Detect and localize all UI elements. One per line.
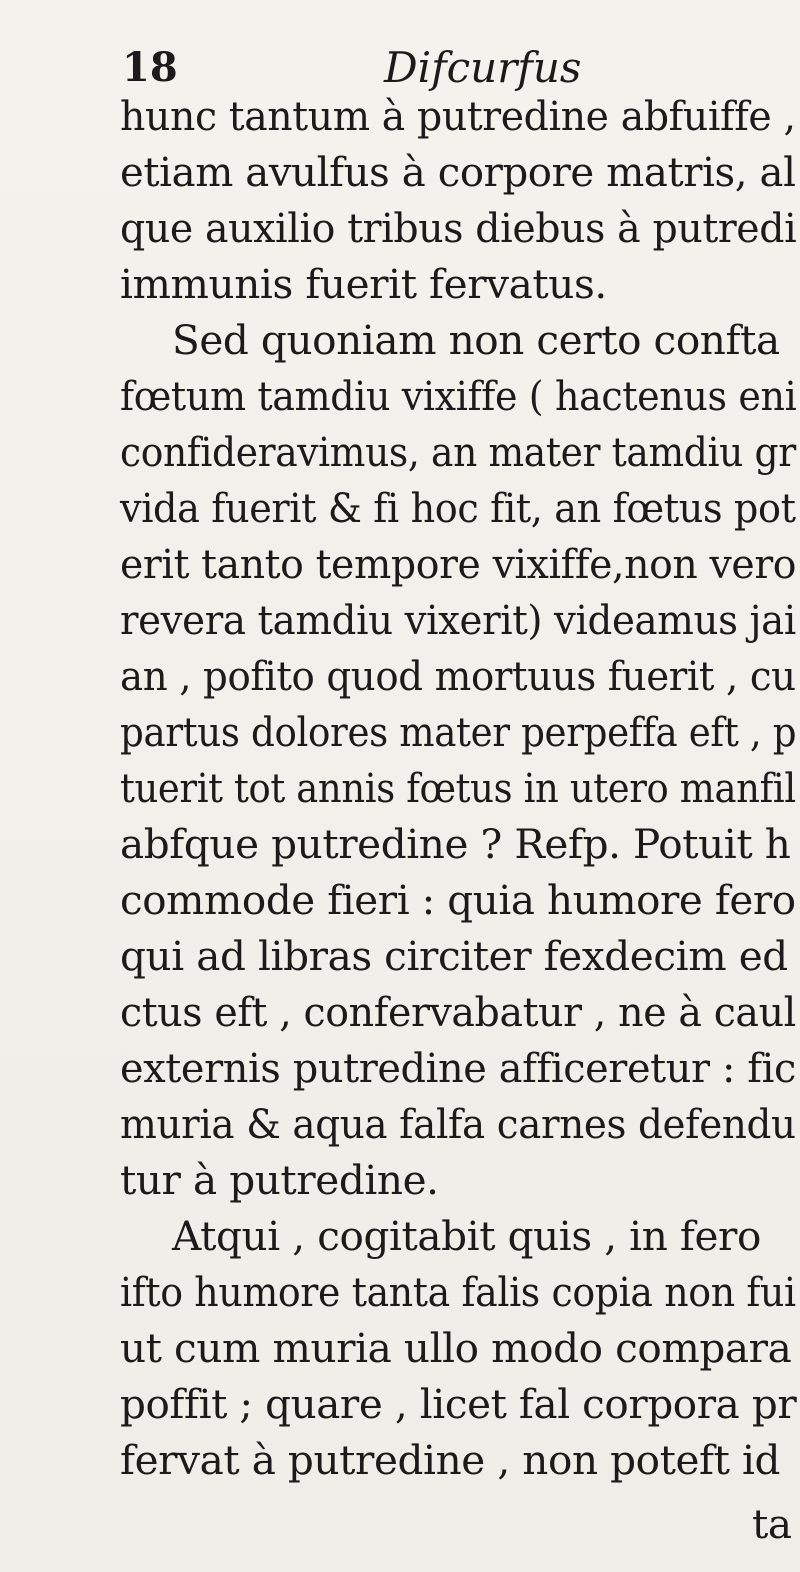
text-line: erit tanto tempore vixiffe,non vero [120,540,797,588]
text-line: ta [752,1500,792,1548]
text-line: muria & aqua falfa carnes defendu [120,1100,796,1148]
text-line: Atqui , cogitabit quis , in fero [172,1212,761,1260]
text-line: Sed quoniam non certo confta [172,316,780,364]
text-line: commode fieri : quia humore fero [120,876,796,924]
text-line: tuerit tot annis fœtus in utero manfil [120,764,796,812]
text-line: etiam avulfus à corpore matris, al [120,148,796,196]
text-line: fervat à putredine , non poteft id [120,1436,781,1484]
text-line: poffit ; quare , licet fal corpora pr [120,1380,797,1428]
text-line: vida fuerit & fi hoc fit, an fœtus pot [120,484,796,532]
text-line: ctus eft , confervabatur , ne à caul [120,988,796,1036]
text-line: hunc tantum à putredine abfuiffe , [120,92,796,140]
text-line: que auxilio tribus diebus à putredi [120,204,797,252]
text-line: partus dolores mater perpeffa eft , p [120,708,797,756]
running-head: Difcurfus [384,43,582,92]
text-line: revera tamdiu vixerit) videamus jai [120,596,796,644]
text-line: ut cum muria ullo modo compara [120,1324,792,1372]
text-line: qui ad libras circiter fexdecim ed [120,932,788,980]
text-line: externis putredine afficeretur : fic [120,1044,796,1092]
text-line: abfque putredine ? Refp. Potuit h [120,820,791,868]
page-number: 18 [122,44,178,91]
text-line: confideravimus, an mater tamdiu gr [120,428,796,476]
text-line: fœtum tamdiu vixiffe ( hactenus eni [120,372,797,420]
text-line: an , pofito quod mortuus fuerit , cu [120,652,796,700]
text-line: immunis fuerit fervatus. [120,260,607,308]
text-line: ifto humore tanta falis copia non fui [120,1268,796,1316]
text-line: tur à putredine. [120,1156,439,1204]
